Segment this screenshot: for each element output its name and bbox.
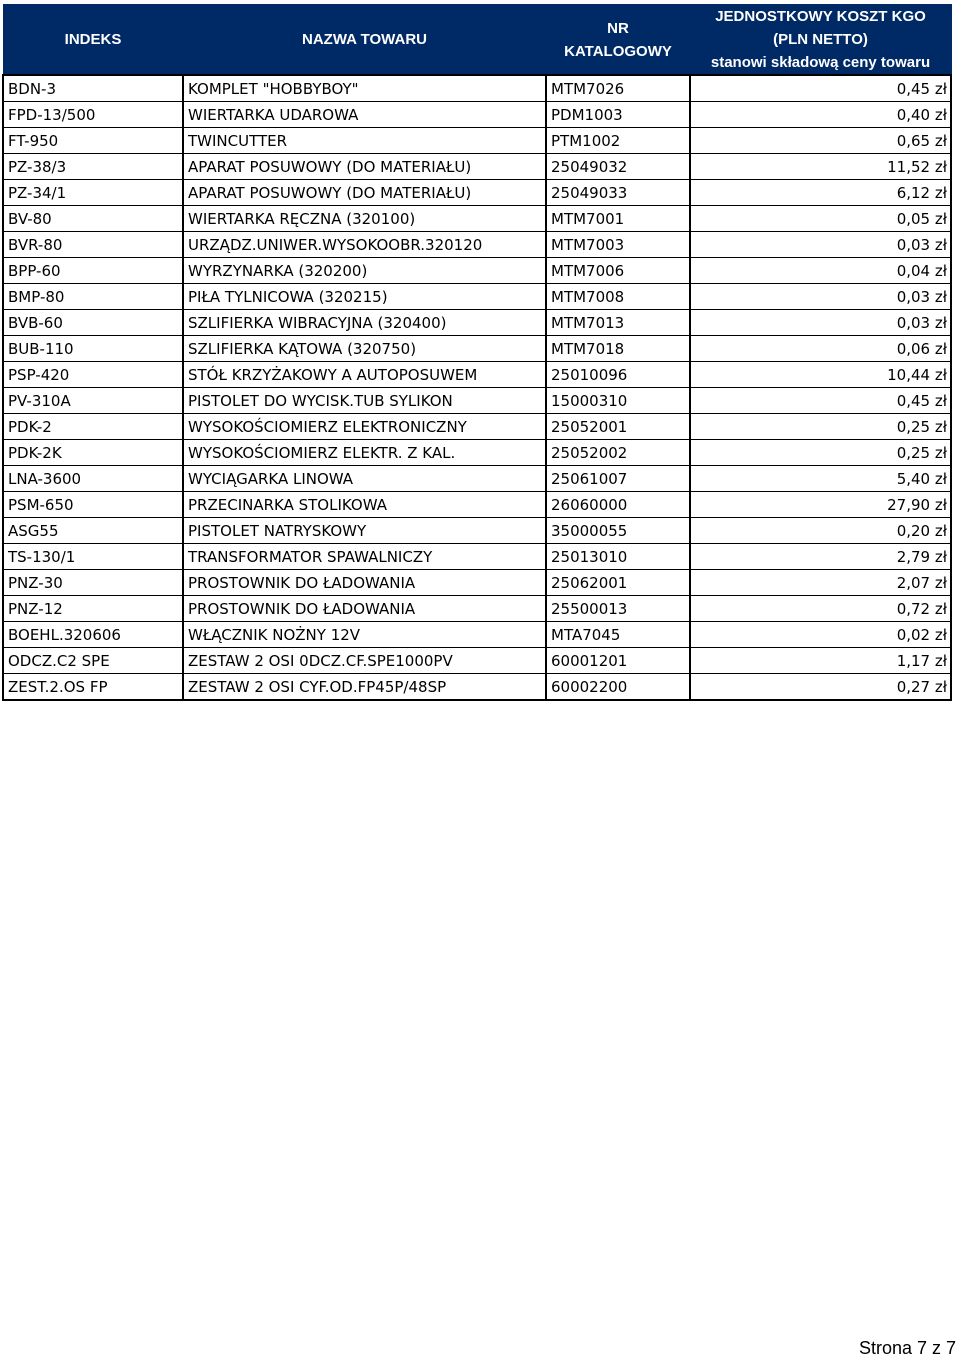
cell-indeks: FPD-13/500 bbox=[3, 102, 183, 128]
cell-nazwa: WYSOKOŚCIOMIERZ ELEKTR. Z KAL. bbox=[183, 440, 546, 466]
table-header bbox=[3, 5, 951, 76]
cell-nazwa: WŁĄCZNIK NOŻNY 12V bbox=[183, 622, 546, 648]
table-row bbox=[3, 648, 951, 674]
cell-indeks: BVR-80 bbox=[3, 232, 183, 258]
cell-indeks: PSM-650 bbox=[3, 492, 183, 518]
header-koszt-line1: JEDNOSTKOWY KOSZT KGO bbox=[715, 8, 926, 25]
cell-nr-katalogowy: 25052001 bbox=[546, 414, 690, 440]
header-indeks: INDEKS bbox=[3, 5, 183, 76]
cell-koszt: 1,17 zł bbox=[690, 648, 951, 674]
cell-nazwa: WYRZYNARKA (320200) bbox=[183, 258, 546, 284]
cell-koszt: 6,12 zł bbox=[690, 180, 951, 206]
cell-nr-katalogowy: 25500013 bbox=[546, 596, 690, 622]
cell-nr-katalogowy: 25049033 bbox=[546, 180, 690, 206]
cell-nazwa: APARAT POSUWOWY (DO MATERIAŁU) bbox=[183, 180, 546, 206]
cell-koszt: 0,02 zł bbox=[690, 622, 951, 648]
cell-nazwa: STÓŁ KRZYŻAKOWY A AUTOPOSUWEM bbox=[183, 362, 546, 388]
cell-indeks: PZ-34/1 bbox=[3, 180, 183, 206]
cell-nazwa: WIERTARKA UDAROWA bbox=[183, 102, 546, 128]
table-row bbox=[3, 414, 951, 440]
cell-indeks: BDN-3 bbox=[3, 75, 183, 102]
cell-nr-katalogowy: 60001201 bbox=[546, 648, 690, 674]
table-row bbox=[3, 154, 951, 180]
table-row bbox=[3, 258, 951, 284]
cell-indeks: PDK-2K bbox=[3, 440, 183, 466]
table-row bbox=[3, 336, 951, 362]
cell-nazwa: SZLIFIERKA WIBRACYJNA (320400) bbox=[183, 310, 546, 336]
cell-indeks: BOEHL.320606 bbox=[3, 622, 183, 648]
table-row bbox=[3, 75, 951, 102]
cell-nazwa: PROSTOWNIK DO ŁADOWANIA bbox=[183, 570, 546, 596]
cell-nr-katalogowy: 15000310 bbox=[546, 388, 690, 414]
price-table bbox=[2, 4, 952, 701]
header-nr-line2: KATALOGOWY bbox=[564, 42, 672, 60]
table-row bbox=[3, 518, 951, 544]
cell-indeks: BUB-110 bbox=[3, 336, 183, 362]
cell-indeks: FT-950 bbox=[3, 128, 183, 154]
cell-nazwa: WYCIĄGARKA LINOWA bbox=[183, 466, 546, 492]
table-row bbox=[3, 102, 951, 128]
cell-indeks: ASG55 bbox=[3, 518, 183, 544]
cell-indeks: PNZ-30 bbox=[3, 570, 183, 596]
cell-nazwa: TWINCUTTER bbox=[183, 128, 546, 154]
table-row bbox=[3, 128, 951, 154]
cell-nr-katalogowy: MTM7018 bbox=[546, 336, 690, 362]
cell-nazwa: ZESTAW 2 OSI 0DCZ.CF.SPE1000PV bbox=[183, 648, 546, 674]
table-row bbox=[3, 622, 951, 648]
cell-indeks: BPP-60 bbox=[3, 258, 183, 284]
cell-nazwa: SZLIFIERKA KĄTOWA (320750) bbox=[183, 336, 546, 362]
table-row bbox=[3, 362, 951, 388]
cell-nr-katalogowy: PTM1002 bbox=[546, 128, 690, 154]
cell-nr-katalogowy: MTM7006 bbox=[546, 258, 690, 284]
cell-nazwa: APARAT POSUWOWY (DO MATERIAŁU) bbox=[183, 154, 546, 180]
cell-indeks: PNZ-12 bbox=[3, 596, 183, 622]
cell-nr-katalogowy: 25052002 bbox=[546, 440, 690, 466]
header-koszt-line2: (PLN NETTO) bbox=[773, 31, 868, 48]
cell-koszt: 0,03 zł bbox=[690, 310, 951, 336]
cell-nr-katalogowy: MTA7045 bbox=[546, 622, 690, 648]
cell-nr-katalogowy: 25061007 bbox=[546, 466, 690, 492]
cell-nazwa: KOMPLET "HOBBYBOY" bbox=[183, 75, 546, 102]
cell-nazwa: WIERTARKA RĘCZNA (320100) bbox=[183, 206, 546, 232]
table-body bbox=[3, 75, 951, 700]
table-row bbox=[3, 544, 951, 570]
table-row bbox=[3, 284, 951, 310]
cell-nazwa: PIŁA TYLNICOWA (320215) bbox=[183, 284, 546, 310]
header-nazwa: NAZWA TOWARU bbox=[183, 5, 546, 76]
cell-nr-katalogowy: 35000055 bbox=[546, 518, 690, 544]
cell-nazwa: WYSOKOŚCIOMIERZ ELEKTRONICZNY bbox=[183, 414, 546, 440]
cell-nazwa: PROSTOWNIK DO ŁADOWANIA bbox=[183, 596, 546, 622]
page-number: Strona 7 z 7 bbox=[858, 1338, 956, 1358]
cell-indeks: PZ-38/3 bbox=[3, 154, 183, 180]
table-row bbox=[3, 232, 951, 258]
table-row bbox=[3, 388, 951, 414]
cell-koszt: 0,65 zł bbox=[690, 128, 951, 154]
cell-koszt: 5,40 zł bbox=[690, 466, 951, 492]
cell-nr-katalogowy: 25013010 bbox=[546, 544, 690, 570]
table-row bbox=[3, 596, 951, 622]
cell-nr-katalogowy: MTM7001 bbox=[546, 206, 690, 232]
table-row bbox=[3, 466, 951, 492]
cell-indeks: PV-310A bbox=[3, 388, 183, 414]
cell-koszt: 0,20 zł bbox=[690, 518, 951, 544]
cell-koszt: 10,44 zł bbox=[690, 362, 951, 388]
cell-koszt: 0,72 zł bbox=[690, 596, 951, 622]
cell-nr-katalogowy: MTM7013 bbox=[546, 310, 690, 336]
cell-indeks: ZEST.2.OS FP bbox=[3, 674, 183, 701]
cell-indeks: BVB-60 bbox=[3, 310, 183, 336]
cell-indeks: PDK-2 bbox=[3, 414, 183, 440]
table-row bbox=[3, 674, 951, 701]
cell-indeks: BV-80 bbox=[3, 206, 183, 232]
header-koszt bbox=[690, 5, 951, 76]
cell-nazwa: PISTOLET DO WYCISK.TUB SYLIKON bbox=[183, 388, 546, 414]
cell-koszt: 0,05 zł bbox=[690, 206, 951, 232]
cell-nr-katalogowy: MTM7003 bbox=[546, 232, 690, 258]
cell-nr-katalogowy: 25010096 bbox=[546, 362, 690, 388]
cell-indeks: BMP-80 bbox=[3, 284, 183, 310]
cell-nazwa: ZESTAW 2 OSI CYF.OD.FP45P/48SP bbox=[183, 674, 546, 701]
cell-koszt: 0,45 zł bbox=[690, 388, 951, 414]
cell-indeks: LNA-3600 bbox=[3, 466, 183, 492]
table-row bbox=[3, 570, 951, 596]
cell-koszt: 0,03 zł bbox=[690, 232, 951, 258]
cell-koszt: 0,45 zł bbox=[690, 75, 951, 102]
cell-nr-katalogowy: 60002200 bbox=[546, 674, 690, 701]
header-row bbox=[3, 5, 951, 76]
cell-koszt: 2,07 zł bbox=[690, 570, 951, 596]
header-nr-katalogowy bbox=[546, 5, 690, 76]
table-row bbox=[3, 310, 951, 336]
header-nr-line1: NR bbox=[607, 19, 629, 37]
cell-nr-katalogowy: PDM1003 bbox=[546, 102, 690, 128]
cell-nr-katalogowy: 25049032 bbox=[546, 154, 690, 180]
cell-koszt: 0,27 zł bbox=[690, 674, 951, 701]
cell-nazwa: URZĄDZ.UNIWER.WYSOKOOBR.320120 bbox=[183, 232, 546, 258]
cell-koszt: 0,40 zł bbox=[690, 102, 951, 128]
cell-koszt: 0,04 zł bbox=[690, 258, 951, 284]
cell-indeks: TS-130/1 bbox=[3, 544, 183, 570]
cell-nr-katalogowy: MTM7026 bbox=[546, 75, 690, 102]
cell-indeks: PSP-420 bbox=[3, 362, 183, 388]
cell-nazwa: PISTOLET NATRYSKOWY bbox=[183, 518, 546, 544]
table-row bbox=[3, 206, 951, 232]
table-row bbox=[3, 180, 951, 206]
cell-koszt: 0,25 zł bbox=[690, 414, 951, 440]
cell-koszt: 0,06 zł bbox=[690, 336, 951, 362]
cell-indeks: ODCZ.C2 SPE bbox=[3, 648, 183, 674]
cell-nazwa: PRZECINARKA STOLIKOWA bbox=[183, 492, 546, 518]
cell-nazwa: TRANSFORMATOR SPAWALNICZY bbox=[183, 544, 546, 570]
cell-nr-katalogowy: 26060000 bbox=[546, 492, 690, 518]
table-row bbox=[3, 440, 951, 466]
cell-nr-katalogowy: MTM7008 bbox=[546, 284, 690, 310]
header-koszt-line3: stanowi składową ceny towaru bbox=[710, 54, 931, 71]
table-row bbox=[3, 492, 951, 518]
cell-koszt: 2,79 zł bbox=[690, 544, 951, 570]
cell-koszt: 11,52 zł bbox=[690, 154, 951, 180]
cell-koszt: 27,90 zł bbox=[690, 492, 951, 518]
cell-koszt: 0,25 zł bbox=[690, 440, 951, 466]
cell-nr-katalogowy: 25062001 bbox=[546, 570, 690, 596]
cell-koszt: 0,03 zł bbox=[690, 284, 951, 310]
